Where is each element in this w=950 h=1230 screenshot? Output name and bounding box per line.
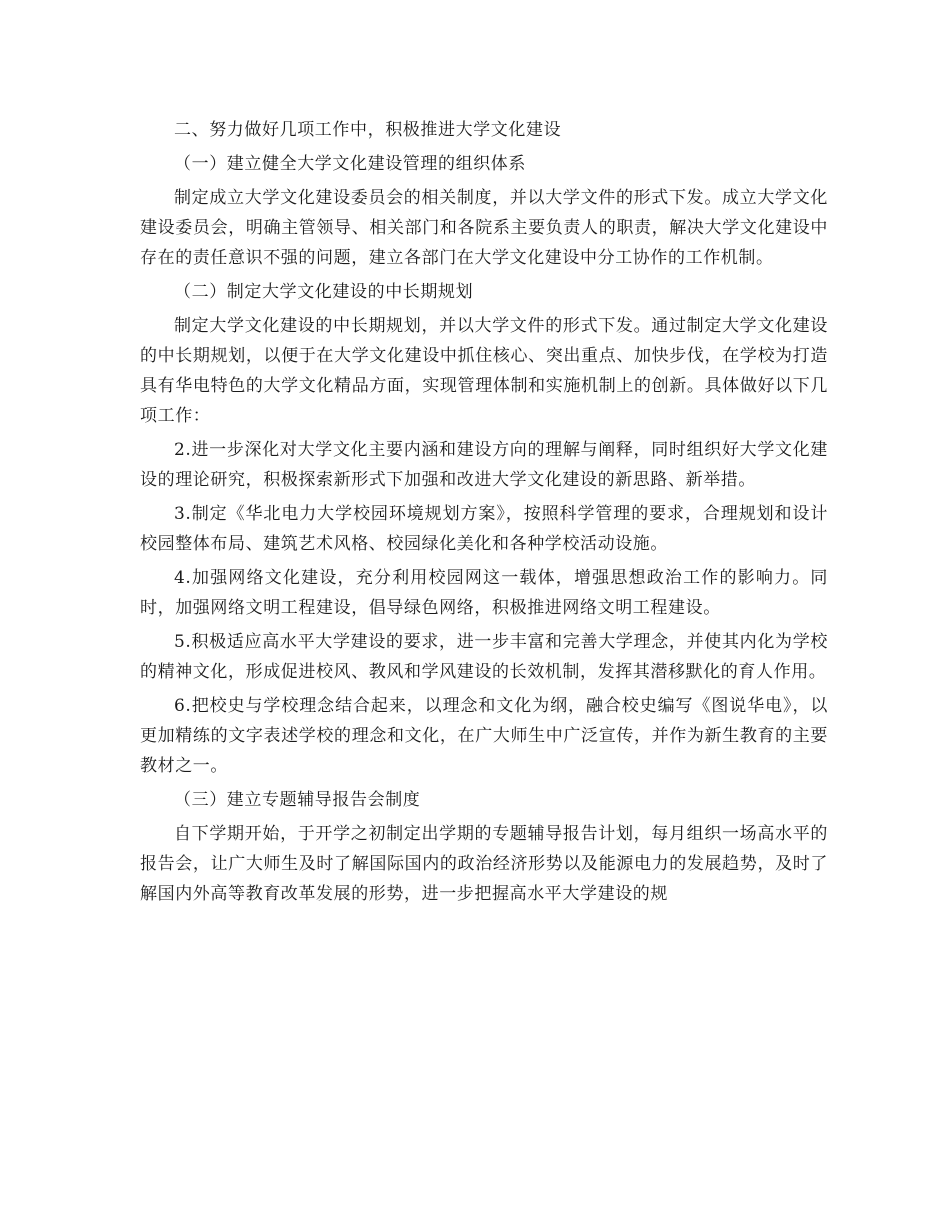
- body-paragraph: 制定成立大学文化建设委员会的相关制度，并以大学文件的形式下发。成立大学文化建设委员会，明确主管领导、相关部门和各院系主要负责人的职责，解决大学文化建设中存在的责任意识不强的问题，建立各部门在大学文化建设中分工协作的工作机制。: [140, 188, 828, 268]
- subsection-heading: （一）建立健全大学文化建设管理的组织体系: [174, 154, 526, 174]
- list-item-paragraph: 3.制定《华北电力大学校园环境规划方案》，按照科学管理的要求，合理规划和设计校园整体布局、建筑艺术风格、校园绿化美化和各种学校活动设施。: [140, 504, 828, 554]
- list-item-paragraph: 5.积极适应高水平大学建设的要求，进一步丰富和完善大学理念，并使其内化为学校的精神文化，形成促进校风、教风和学风建设的长效机制，发挥其潜移默化的育人作用。: [140, 632, 828, 682]
- subsection-heading: （二）制定大学文化建设的中长期规划: [174, 282, 474, 302]
- list-item-paragraph: 2.进一步深化对大学文化主要内涵和建设方向的理解与阐释，同时组织好大学文化建设的理论研究，积极探索新形式下加强和改进大学文化建设的新思路、新举措。: [140, 440, 828, 490]
- document-body: [140, 115, 828, 913]
- body-paragraph: 自下学期开始，于开学之初制定出学期的专题辅导报告计划，每月组织一场高水平的报告会，让广大师生及时了解国际国内的政治经济形势以及能源电力的发展趋势，及时了解国内外高等教育改革发展的形势，进一步把握高水平大学建设的规: [140, 824, 828, 904]
- body-paragraph: 制定大学文化建设的中长期规划，并以大学文件的形式下发。通过制定大学文化建设的中长期规划，以便于在大学文化建设中抓住核心、突出重点、加快步伐，在学校为打造具有华电特色的大学文化精品方面，实现管理体制和实施机制上的创新。具体做好以下几项工作：: [140, 316, 828, 426]
- section-heading: 二、努力做好几项工作中，积极推进大学文化建设: [174, 120, 562, 140]
- subsection-heading: （三）建立专题辅导报告会制度: [174, 790, 421, 810]
- list-item-paragraph: 6.把校史与学校理念结合起来，以理念和文化为纲，融合校史编写《图说华电》，以更加精练的文字表述学校的理念和文化，在广大师生中广泛宣传，并作为新生教育的主要教材之一。: [140, 696, 828, 776]
- list-item-paragraph: 4.加强网络文化建设，充分利用校园网这一载体，增强思想政治工作的影响力。同时，加强网络文明工程建设，倡导绿色网络，积极推进网络文明工程建设。: [140, 568, 828, 618]
